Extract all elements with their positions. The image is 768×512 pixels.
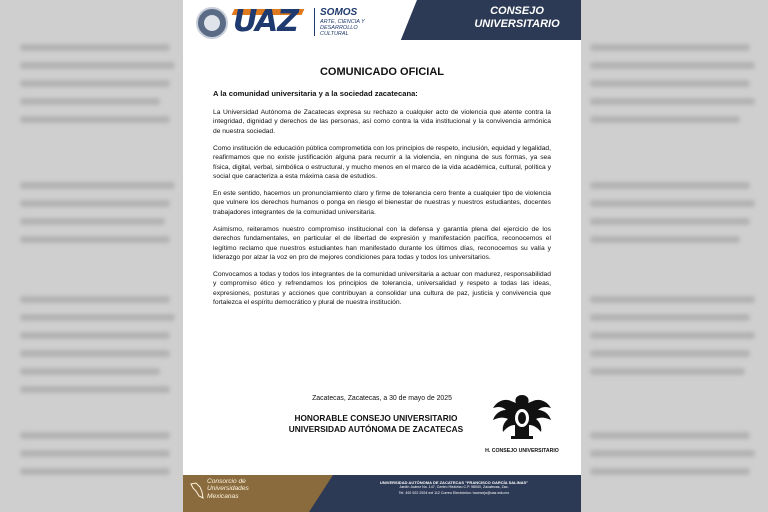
- footer-contact-line: Tel. 492 922 2924 ext 112 Correo Electrónico: hconsejo@uaz.edu.mx: [398, 490, 510, 495]
- tagline-small: ARTE, CIENCIA Y DESARROLLO CULTURAL: [320, 19, 365, 37]
- document-title: COMUNICADO OFICIAL: [319, 66, 445, 78]
- eagle-seal-icon: [489, 392, 555, 442]
- document-body: [213, 108, 551, 315]
- paragraph: Asimismo, reiteramos nuestro compromiso institucional con la defensa y garantía plena del ejercicio de los derechos fundamentales, en particular el de libertad de expresión y manifestación pacífica, reconocemos el legítimo reclamo que nuestros estudiantes han manifestado durante los últimos días, reconocemos su valía y liderazgo por alzar la voz en pro de mejores condiciones para todas y todos los universitarios.: [213, 225, 551, 262]
- paragraph: En este sentido, hacemos un pronunciamiento claro y firme de tolerancia cero frente a cualquier tipo de violencia que vulnere los derechos humanos o ponga en riesgo el bienestar de nuestras y nuestros estudiantes, docentes trabajadores integrantes de la comunidad universitaria.: [213, 190, 551, 216]
- official-statement-document: [183, 0, 581, 512]
- signature-line-1: HONORABLE CONSEJO UNIVERSITARIO: [294, 413, 458, 423]
- greeting: A la comunidad universitaria y a la sociedad zacatecana:: [213, 89, 418, 98]
- paragraph: Como institución de educación pública comprometida con los principios de respeto, inclusión, equidad y legalidad, reafirmamos que no existe justificación alguna para recurrir a la violencia, en ninguna de sus formas, ya sea física, digital, verbal, simbólica o estructural, y mucho menos en el marco de la vida académica, cultural, política y social que caracteriza a esta máxima casa de estudios.: [213, 144, 551, 181]
- council-header-label: [453, 5, 581, 31]
- footer-contact: [333, 480, 575, 496]
- footer-university-name: UNIVERSIDAD AUTÓNOMA DE ZACATECAS "FRANCISCO GARCÍA SALINAS": [379, 480, 529, 485]
- seal-caption: H. CONSEJO UNIVERSITARIO: [485, 448, 559, 454]
- paragraph: La Universidad Autónoma de Zacatecas expresa su rechazo a cualquier acto de violencia que atente contra la integridad, dignidad y derechos de las personas, así como contra la vida institucional y la convivencia armónica de nuestra sociedad.: [213, 109, 551, 135]
- letterhead: [183, 0, 581, 46]
- signature-line-2: UNIVERSIDAD AUTÓNOMA DE ZACATECAS: [288, 424, 464, 434]
- signature-block: [271, 413, 481, 435]
- date-line: Zacatecas, Zacatecas, a 30 de mayo de 2025: [312, 395, 452, 402]
- band-line-2: UNIVERSITARIO: [474, 18, 560, 30]
- consortium-logo-text: Consorcio de Universidades Mexicanas: [207, 478, 249, 500]
- paragraph: Convocamos a todas y todos los integrantes de la comunidad universitaria a actuar con madurez, responsabilidad y compromiso ético y refrendamos los principios de tolerancia, universalidad y respeto a todas las ideas, expresiones, posturas y acciones que contribuyan a consolidar una cultura de paz, justicia y convivencia que fortalezca el espíritu democrático y plural de nuestra institución.: [213, 271, 551, 307]
- tagline-big: SOMOS: [320, 7, 358, 18]
- uaz-logo: UAZ: [233, 4, 298, 39]
- footer-address: Jardín Juárez No. 147, Centro Histórico C.P. 98000, Zacatecas, Zac.: [399, 485, 509, 490]
- mexico-map-icon: [190, 482, 204, 500]
- university-seal-icon: [196, 7, 228, 39]
- logo-divider: [314, 8, 315, 36]
- band-line-1: CONSEJO: [490, 5, 544, 17]
